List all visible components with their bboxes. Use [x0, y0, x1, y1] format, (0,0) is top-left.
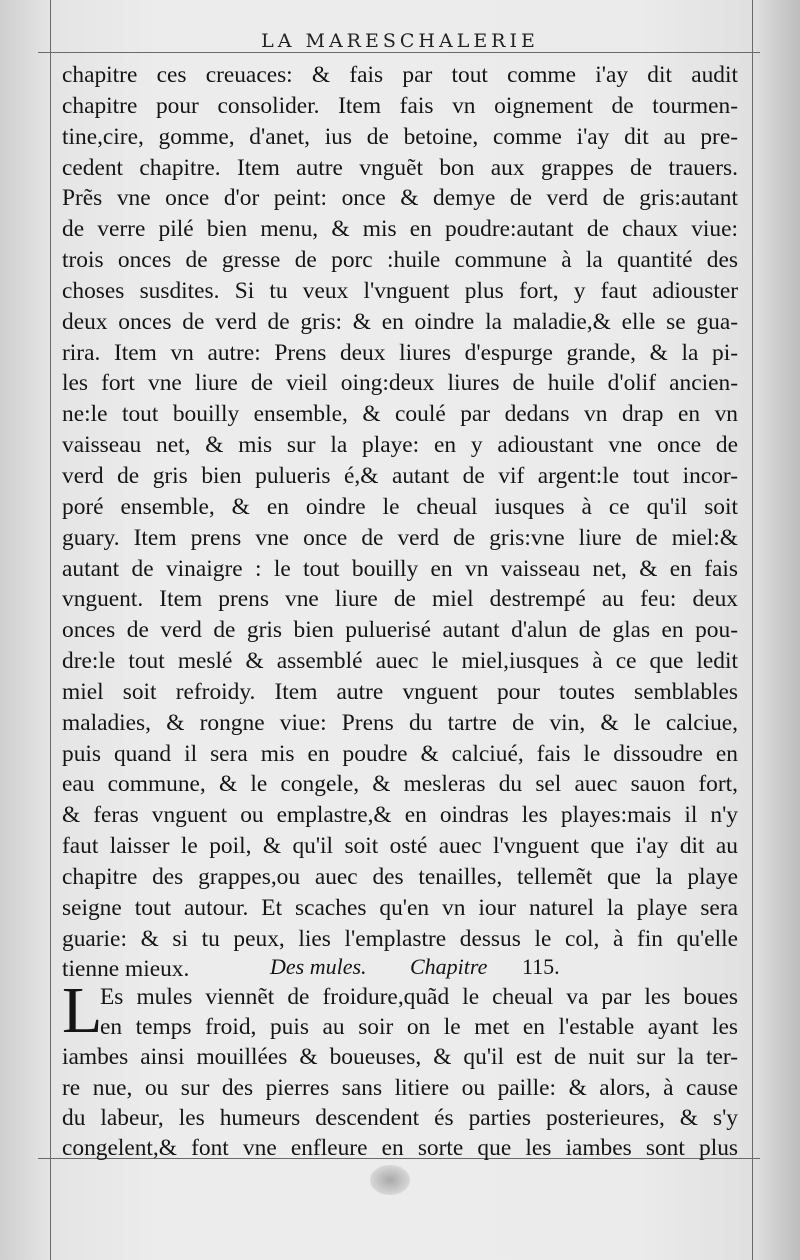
text-line: les fort vne liure de vieil oing:deux liures de huile d'olif ancien- — [62, 370, 738, 397]
text-line: dre:le tout meslé & assemblé auec le miel,iusques à ce que ledit — [62, 648, 738, 675]
right-rule — [752, 0, 753, 1260]
text-line: rira. Item vn autre: Prens deux liures d'espurge grande, & la pi- — [62, 339, 738, 366]
text-line: tine,cire, gomme, d'anet, ius de betoine, comme i'ay dit au pre- — [62, 123, 738, 150]
text-line: Prẽs vne once d'or peint: once & demye de verd de gris:autant — [62, 185, 738, 212]
text-line: chapitre pour consolider. Item fais vn oignement de tourmen- — [62, 92, 738, 119]
paper-stain — [370, 1165, 410, 1195]
text-line: poré ensemble, & en oindre le cheual iusques à ce qu'il soit — [62, 493, 738, 520]
chapter-text-line: en temps froid, puis au soir on le met en l'estable ayant les — [100, 1014, 738, 1041]
chapter-text-line: iambes ainsi mouillées & boueuses, & qu'il est de nuit sur la ter- — [62, 1044, 738, 1071]
left-rule — [50, 0, 51, 1260]
text-line: ne:le tout bouilly ensemble, & coulé par dedans vn drap en vn — [62, 401, 738, 428]
chapter-text — [62, 982, 738, 1163]
text-line: trois onces de gresse de porc :huile commune à la quantité des — [62, 247, 738, 274]
text-line: seigne tout autour. Et scaches qu'en vn iour naturel la playe sera — [62, 894, 738, 921]
text-line: onces de verd de gris bien puluerisé autant d'alun de glas en pou- — [62, 617, 738, 644]
text-line: & feras vnguent ou emplastre,& en oindras les playes:mais il n'y — [62, 802, 738, 829]
text-line: vaisseau net, & mis sur la playe: en y adioustant vne once de — [62, 432, 738, 459]
text-line: faut laisser le poil, & qu'il soit osté auec l'vnguent que i'ay dit au — [62, 833, 738, 860]
chapter-text-line: Es mules viennẽt de froidure,quãd le cheual va par les boues — [100, 984, 738, 1010]
text-line: de verre pilé bien menu, & mis en poudre:autant de chaux viue: — [62, 216, 738, 243]
text-line: cedent chapitre. Item autre vnguẽt bon aux grappes de trauers. — [62, 154, 738, 181]
body-text — [62, 60, 738, 985]
chapter-text-line: re nue, ou sur des pierres sans litiere ou paille: & alors, à cause — [62, 1074, 738, 1101]
text-line: puis quand il sera mis en poudre & calciué, fais le dissoudre en — [62, 740, 738, 767]
text-line: maladies, & rongne viue: Prens du tartre de vin, & le calciue, — [62, 709, 738, 736]
chapter-label: Chapitre — [410, 954, 488, 979]
text-line: autant de vinaigre : le tout bouilly en vn vaisseau net, & en fais — [62, 555, 738, 582]
text-line: chapitre des grappes,ou auec des tenailles, tellemẽt que la playe — [62, 863, 738, 890]
text-line: chapitre ces creuaces: & fais par tout comme i'ay dit audit — [62, 62, 738, 88]
chapter-text-line: du labeur, les humeurs descendent és parties posterieures, & s'y — [62, 1104, 738, 1131]
drop-capital: L — [62, 974, 103, 1047]
text-line: eau commune, & le congele, & mesleras du sel auec sauon fort, — [62, 771, 738, 798]
text-line: choses susdites. Si tu veux l'vnguent plus fort, y faut adiouster — [62, 277, 738, 304]
chapter-title: Des mules. — [270, 954, 367, 979]
text-line: tienne mieux. — [62, 956, 190, 983]
chapter-number: 115. — [522, 954, 560, 979]
text-line: deux onces de verd de gris: & en oindre la maladie,& elle se gua- — [62, 308, 738, 335]
text-line: guary. Item prens vne once de verd de gris:vne liure de miel:& — [62, 524, 738, 551]
text-line: miel soit refroidy. Item autre vnguent pour toutes semblables — [62, 678, 738, 705]
text-line: verd de gris bien pulueris é,& autant de vif argent:le tout incor- — [62, 462, 738, 489]
running-head: LA MARESCHALERIE — [261, 30, 539, 52]
text-line: guarie: & si tu peux, lies l'emplastre dessus le col, à fin qu'elle — [62, 925, 738, 952]
top-rule — [38, 52, 760, 53]
chapter-text-line: congelent,& font vne enfleure en sorte que les iambes sont plus — [62, 1134, 738, 1161]
text-line: vnguent. Item prens vne liure de miel destrempé au feu: deux — [62, 586, 738, 613]
